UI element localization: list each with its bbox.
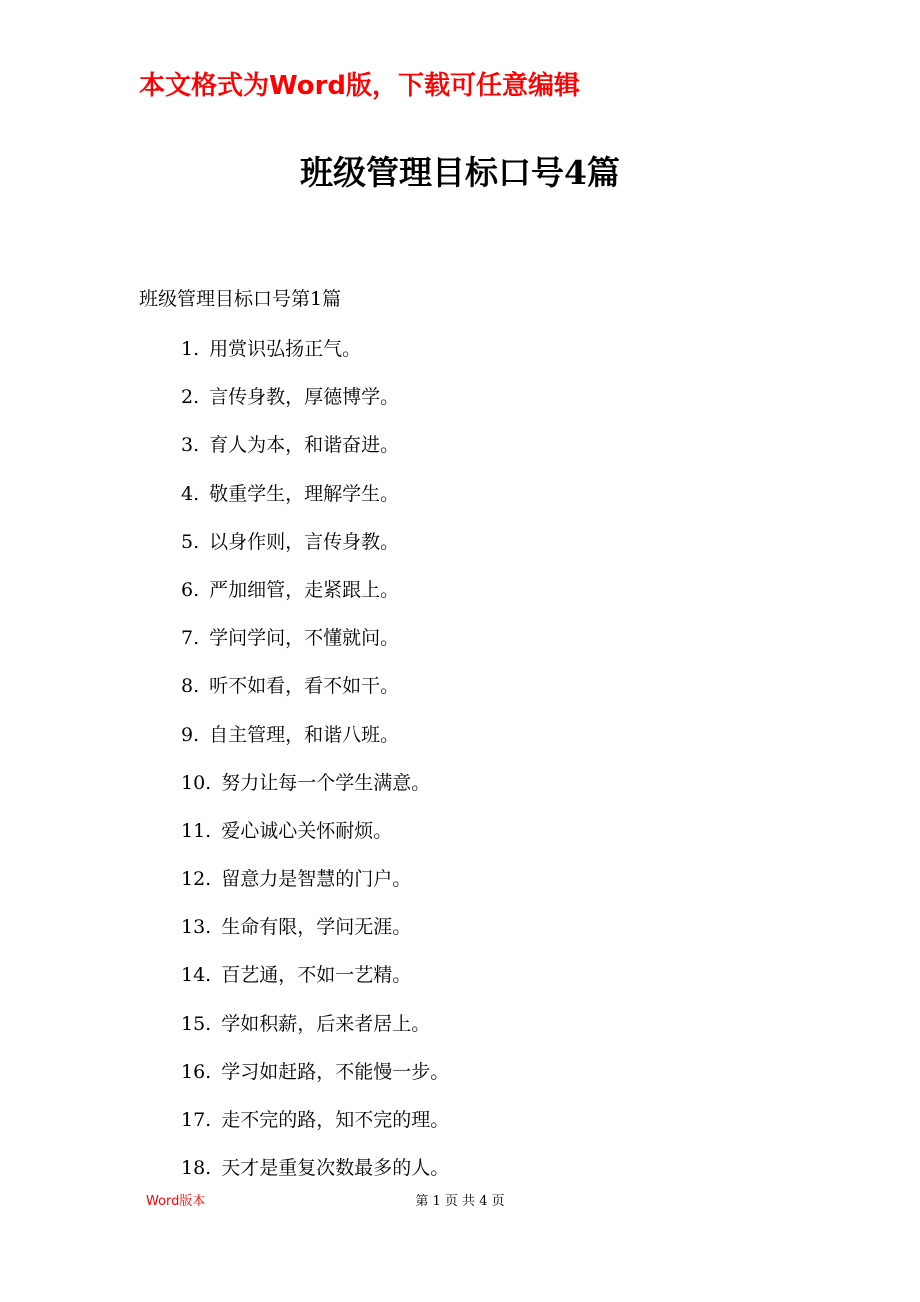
slogan-item (181, 1057, 449, 1105)
slogan-item (181, 671, 449, 719)
slogan-number: 15. (181, 1012, 212, 1035)
slogan-number: 12. (181, 868, 212, 891)
slogan-text: 严加细管，走紧跟上。 (209, 578, 400, 601)
footer-word-version: Word版本 (146, 1194, 206, 1209)
slogan-number: 17. (181, 1109, 212, 1131)
document-title: 班级管理目标口号4篇 (300, 153, 620, 192)
slogan-text: 百艺通，不如一艺精。 (221, 964, 412, 987)
section-heading: 班级管理目标口号第1篇 (139, 288, 342, 310)
slogan-text: 听不如看，看不如干。 (209, 675, 400, 698)
slogan-item (181, 1009, 449, 1057)
slogan-number: 14. (181, 964, 212, 987)
slogan-item (181, 527, 449, 575)
slogan-item (181, 1105, 449, 1153)
slogan-number: 10. (181, 771, 212, 794)
slogan-number: 16. (181, 1060, 212, 1083)
slogan-text: 以身作则，言传身教。 (209, 530, 400, 553)
slogan-number: 8. (181, 675, 200, 698)
slogan-text: 自主管理，和谐八班。 (209, 723, 400, 746)
slogan-item (181, 912, 449, 960)
slogan-item (181, 430, 449, 478)
slogan-number: 6. (181, 578, 200, 601)
slogan-item (181, 623, 449, 671)
slogan-item (181, 382, 449, 430)
slogan-item (181, 479, 449, 527)
slogan-number: 13. (181, 916, 212, 939)
slogan-list (181, 334, 449, 1201)
slogan-number: 3. (181, 434, 200, 457)
slogan-text: 努力让每一个学生满意。 (221, 771, 431, 794)
slogan-text: 用赏识弘扬正气。 (209, 338, 362, 360)
slogan-number: 5. (181, 530, 200, 553)
slogan-item (181, 864, 449, 912)
slogan-text: 走不完的路，知不完的理。 (221, 1109, 450, 1131)
slogan-text: 留意力是智慧的门户。 (221, 868, 412, 891)
slogan-number: 2. (181, 386, 200, 409)
format-banner: 本文格式为Word版，下载可任意编辑 (139, 71, 581, 101)
slogan-text: 言传身教，厚德博学。 (209, 386, 400, 409)
slogan-number: 4. (181, 482, 200, 505)
slogan-text: 生命有限，学问无涯。 (221, 916, 412, 939)
slogan-number: 9. (181, 723, 200, 746)
slogan-text: 学问学问，不懂就问。 (209, 627, 400, 650)
slogan-text: 学如积薪，后来者居上。 (221, 1012, 431, 1035)
slogan-item (181, 334, 449, 382)
slogan-number: 1. (181, 338, 200, 360)
slogan-text: 敬重学生，理解学生。 (209, 482, 400, 505)
slogan-text: 天才是重复次数最多的人。 (221, 1157, 450, 1180)
slogan-item (181, 960, 449, 1008)
page-number: 第 1 页 共 4 页 (415, 1194, 505, 1209)
slogan-number: 18. (181, 1157, 212, 1180)
slogan-number: 11. (181, 819, 212, 842)
slogan-item (181, 768, 449, 816)
slogan-text: 学习如赶路，不能慢一步。 (221, 1060, 450, 1083)
slogan-number: 7. (181, 627, 200, 650)
slogan-text: 育人为本，和谐奋进。 (209, 434, 400, 457)
slogan-item (181, 720, 449, 768)
slogan-text: 爱心诚心关怀耐烦。 (221, 819, 393, 842)
slogan-item (181, 816, 449, 864)
slogan-item (181, 575, 449, 623)
